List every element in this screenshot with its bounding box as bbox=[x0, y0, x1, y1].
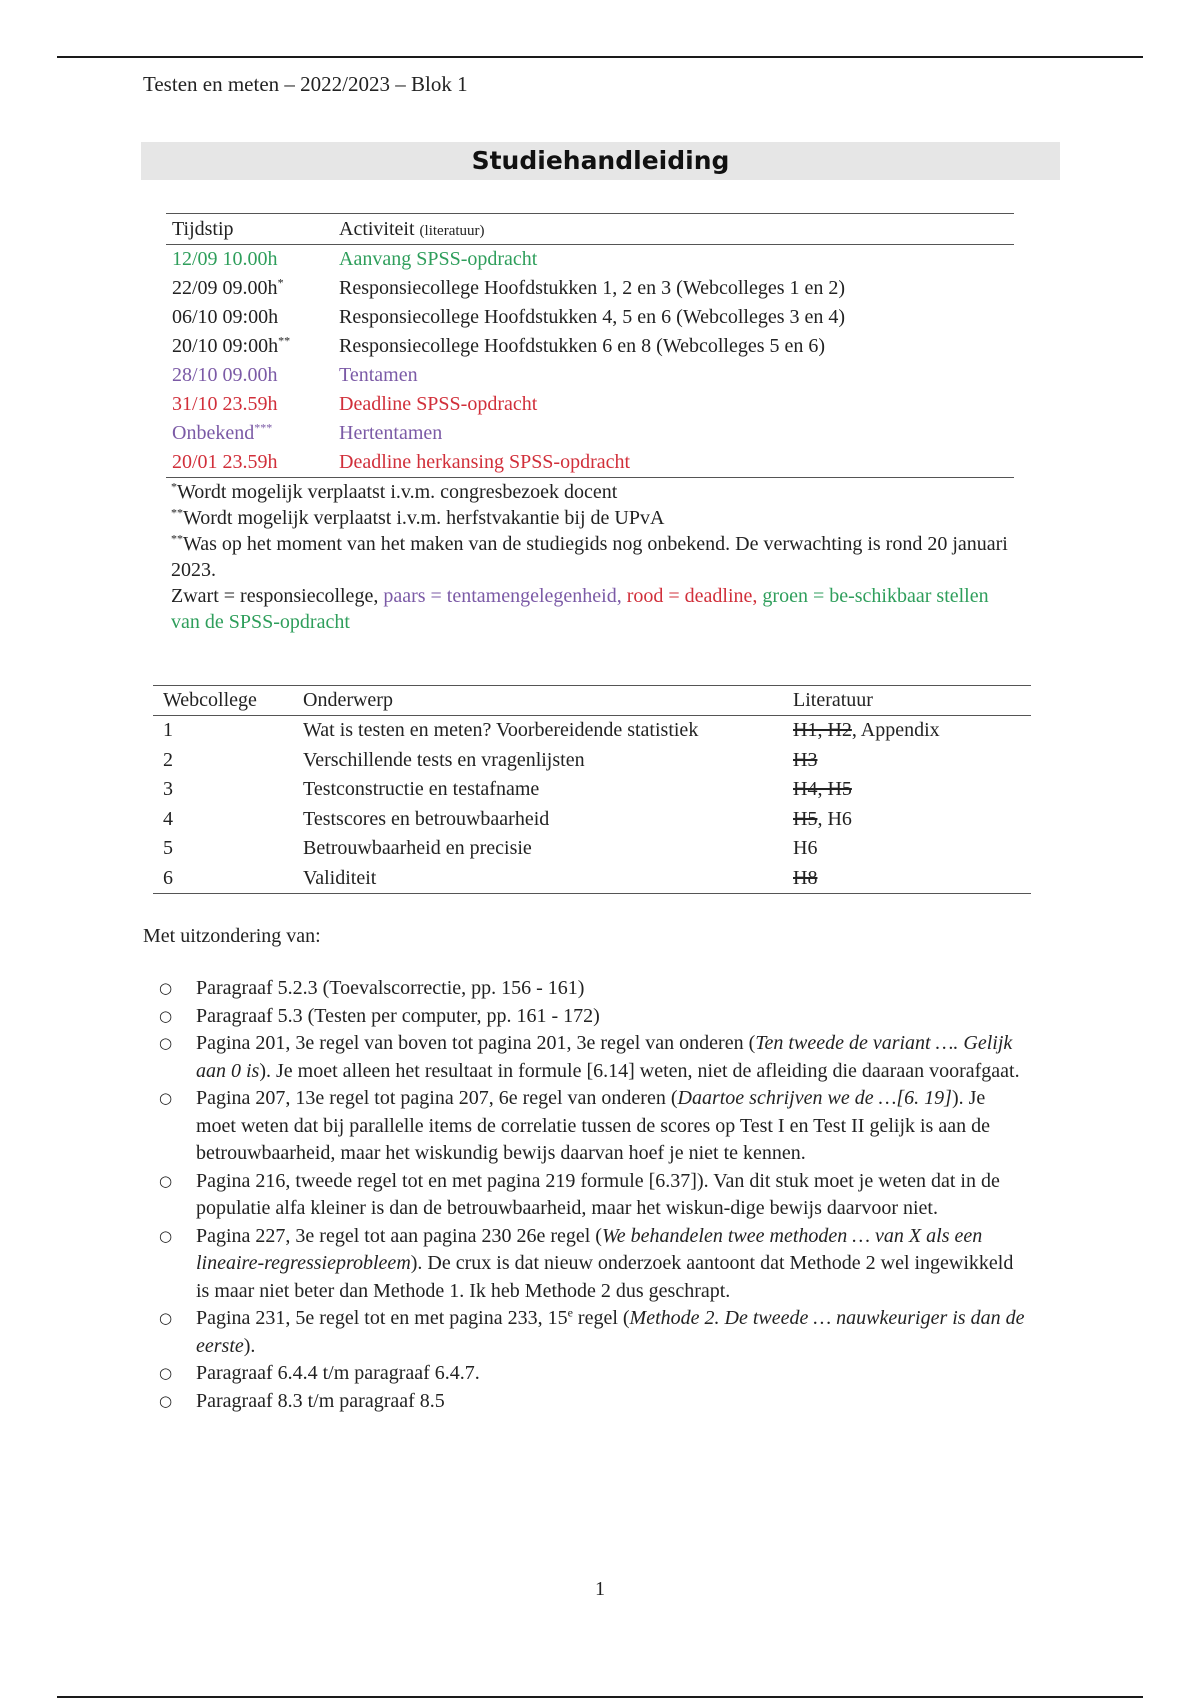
schedule-row bbox=[166, 274, 1014, 303]
literature-row bbox=[153, 775, 1031, 805]
note-2 bbox=[171, 505, 1011, 531]
struck-chapters: H5 bbox=[793, 807, 818, 830]
time-text: 22/09 09.00h bbox=[172, 277, 278, 299]
exception-quote: Ten tweede de variant …. Gelijk aan 0 is bbox=[196, 1032, 1013, 1082]
schedule-row bbox=[166, 361, 1014, 390]
note-text: Wordt mogelijk verplaatst i.v.m. herfstvakantie bij de UPvA bbox=[183, 507, 665, 529]
schedule-table bbox=[166, 213, 1014, 478]
exception-text: ). Je moet alleen het resultaat in formule [6.14] weten, niet de afleiding die daaraan voorafgaat. bbox=[259, 1059, 1020, 1082]
webcollege-literature bbox=[783, 864, 1031, 894]
webcollege-literature bbox=[783, 834, 1031, 864]
webcollege-number: 4 bbox=[163, 807, 173, 830]
schedule-activity: Responsiecollege Hoofdstukken 1, 2 en 3 (Webcolleges 1 en 2) bbox=[339, 277, 846, 299]
circle-bullet-icon: ○ bbox=[159, 1364, 173, 1382]
time-text: Onbekend bbox=[172, 422, 255, 444]
note-3 bbox=[171, 531, 1011, 583]
circle-bullet-icon: ○ bbox=[159, 979, 173, 997]
exceptions-list bbox=[150, 975, 1030, 1415]
webcollege-topic: Betrouwbaarheid en precisie bbox=[303, 837, 532, 860]
time-text: 20/01 23.59h bbox=[172, 451, 278, 473]
schedule-notes bbox=[171, 479, 1011, 635]
schedule-activity: Deadline herkansing SPSS-opdracht bbox=[339, 451, 631, 473]
struck-chapters: H4, H5 bbox=[793, 778, 852, 801]
exception-item bbox=[150, 975, 1030, 1003]
exception-item bbox=[150, 1003, 1030, 1031]
schedule-row bbox=[166, 448, 1014, 478]
top-rule bbox=[57, 56, 1143, 58]
schedule-time bbox=[166, 419, 333, 448]
time-text: 12/09 10.00h bbox=[172, 248, 278, 270]
schedule-time bbox=[166, 448, 333, 478]
schedule-time bbox=[166, 332, 333, 361]
exception-text: ). Je moet weten dat bij parallelle items de correlatie tussen de scores op Test I en Test II gelijk is aan de betrouwbaarheid, maar het wiskundig bewijs daarvan hoef je niet te kennen. bbox=[196, 1087, 990, 1164]
webcollege-topic: Wat is testen en meten? Voorbereidende statistiek bbox=[303, 719, 699, 742]
webcollege-literature bbox=[783, 746, 1031, 776]
exception-quote: Methode 2. De tweede … nauwkeuriger is dan de eerste bbox=[196, 1307, 1025, 1357]
exception-text: regel ( bbox=[572, 1307, 630, 1329]
time-text: 06/10 09:00h bbox=[172, 306, 279, 328]
webcollege-topic: Testscores en betrouwbaarheid bbox=[303, 807, 550, 830]
note-mark: * bbox=[171, 479, 177, 494]
note-1 bbox=[171, 479, 1011, 505]
exception-text: ). De crux is dat nieuw onderzoek aantoont dat Methode 2 wel ingewikkeld is maar niet beter dan Methode 1. Ik heb Methode 2 dus geschrapt. bbox=[196, 1252, 1014, 1302]
schedule-activity: Hertentamen bbox=[339, 422, 443, 444]
webcollege-topic: Validiteit bbox=[303, 866, 377, 889]
struck-chapters: H1, H2 bbox=[793, 719, 852, 742]
exception-item bbox=[150, 1305, 1030, 1360]
time-mark: * bbox=[277, 275, 284, 290]
schedule-row bbox=[166, 245, 1014, 275]
note-text: Wordt mogelijk verplaatst i.v.m. congresbezoek docent bbox=[177, 481, 618, 503]
schedule-header-activity-label: Activiteit bbox=[339, 217, 415, 240]
exception-text: Pagina 216, tweede regel tot en met pagina 219 formule [6.37]). Van dit stuk moet je weten dat in de populatie alfa kleiner is dan de betrouwbaarheid, maar het wiskun-dige bewijs daarvoor niet. bbox=[196, 1169, 1000, 1219]
time-text: 31/10 23.59h bbox=[172, 393, 278, 415]
literature-header-webcollege: Webcollege bbox=[153, 686, 293, 716]
time-mark: ** bbox=[278, 333, 291, 348]
schedule-header-time: Tijdstip bbox=[166, 214, 333, 245]
literature-header-topic: Onderwerp bbox=[293, 686, 783, 716]
note-mark: ** bbox=[171, 531, 183, 546]
legend-green: groen = be-schikbaar stellen van de SPSS-opdracht bbox=[171, 585, 989, 633]
webcollege-topic: Verschillende tests en vragenlijsten bbox=[303, 748, 585, 771]
time-mark: *** bbox=[254, 420, 273, 435]
legend-red: rood = deadline, bbox=[626, 585, 763, 607]
literature-row bbox=[153, 864, 1031, 894]
circle-bullet-icon: ○ bbox=[159, 1226, 173, 1245]
circle-bullet-icon: ○ bbox=[159, 1309, 173, 1327]
webcollege-number: 1 bbox=[163, 719, 173, 742]
schedule-activity: Responsiecollege Hoofdstukken 4, 5 en 6 (Webcolleges 3 en 4) bbox=[339, 306, 846, 328]
exception-item bbox=[150, 1030, 1030, 1085]
exception-item bbox=[150, 1085, 1030, 1168]
remaining-chapters: H6 bbox=[793, 837, 818, 860]
legend-purple: paars = tentamengelegenheid, bbox=[383, 585, 627, 607]
legend-black: Zwart = responsiecollege, bbox=[171, 585, 384, 607]
webcollege-literature bbox=[783, 775, 1031, 805]
webcollege-number: 3 bbox=[163, 778, 173, 801]
exception-text: Paragraaf 8.3 t/m paragraaf 8.5 bbox=[196, 1389, 445, 1412]
struck-chapters: H3 bbox=[793, 748, 818, 771]
webcollege-topic: Testconstructie en testafname bbox=[303, 778, 540, 801]
literature-table bbox=[153, 685, 1031, 894]
literature-header-literature: Literatuur bbox=[783, 686, 1031, 716]
webcollege-literature bbox=[783, 805, 1031, 835]
circle-bullet-icon: ○ bbox=[159, 1089, 173, 1107]
exception-text: ). bbox=[243, 1334, 256, 1357]
exception-text: Pagina 207, 13e regel tot pagina 207, 6e regel van onderen ( bbox=[196, 1087, 678, 1109]
schedule-activity: Aanvang SPSS-opdracht bbox=[339, 248, 538, 270]
schedule-row bbox=[166, 390, 1014, 419]
page-title: Studiehandleiding bbox=[471, 146, 730, 175]
note-mark: ** bbox=[171, 505, 183, 520]
schedule-activity: Tentamen bbox=[339, 364, 418, 386]
circle-bullet-icon: ○ bbox=[159, 1006, 173, 1025]
webcollege-number: 2 bbox=[163, 748, 173, 771]
exception-item bbox=[150, 1388, 1030, 1416]
exception-text: Paragraaf 5.3 (Testen per computer, pp. 161 - 172) bbox=[196, 1004, 600, 1027]
webcollege-number: 6 bbox=[163, 866, 173, 889]
literature-row bbox=[153, 716, 1031, 746]
exceptions-intro: Met uitzondering van: bbox=[143, 925, 321, 947]
circle-bullet-icon: ○ bbox=[159, 1171, 173, 1190]
literature-row bbox=[153, 834, 1031, 864]
exception-superscript: e bbox=[567, 1305, 573, 1320]
exception-text: Pagina 227, 3e regel tot aan pagina 230 26e regel ( bbox=[196, 1224, 602, 1247]
literature-row bbox=[153, 746, 1031, 776]
exception-text: Paragraaf 6.4.4 t/m paragraaf 6.4.7. bbox=[196, 1362, 480, 1384]
webcollege-literature bbox=[783, 716, 1031, 746]
time-text: 28/10 09.00h bbox=[172, 364, 278, 386]
schedule-time bbox=[166, 245, 333, 275]
schedule-header-activity-note: (literatuur) bbox=[419, 222, 485, 239]
remaining-chapters: , H6 bbox=[817, 807, 852, 830]
webcollege-number: 5 bbox=[163, 837, 173, 860]
exception-item bbox=[150, 1168, 1030, 1223]
exception-item bbox=[150, 1223, 1030, 1306]
schedule-row bbox=[166, 332, 1014, 361]
circle-bullet-icon: ○ bbox=[159, 1391, 173, 1410]
time-text: 20/10 09:00h bbox=[172, 335, 279, 357]
schedule-header-row bbox=[166, 214, 1014, 245]
bottom-rule bbox=[57, 1696, 1143, 1698]
struck-chapters: H8 bbox=[793, 866, 818, 889]
literature-header-row bbox=[153, 686, 1031, 716]
title-band bbox=[141, 142, 1060, 180]
schedule-activity: Responsiecollege Hoofdstukken 6 en 8 (Webcolleges 5 en 6) bbox=[339, 335, 826, 357]
literature-row bbox=[153, 805, 1031, 835]
schedule-time bbox=[166, 274, 333, 303]
exception-text: Paragraaf 5.2.3 (Toevalscorrectie, pp. 156 - 161) bbox=[196, 977, 585, 999]
note-text: Was op het moment van het maken van de studiegids nog onbekend. De verwachting is rond 20 januari 2023. bbox=[171, 533, 1008, 581]
schedule-time bbox=[166, 303, 333, 332]
running-header: Testen en meten – 2022/2023 – Blok 1 bbox=[143, 72, 468, 96]
exception-text: Pagina 201, 3e regel van boven tot pagina 201, 3e regel van onderen ( bbox=[196, 1032, 756, 1054]
circle-bullet-icon: ○ bbox=[159, 1034, 173, 1052]
schedule-row bbox=[166, 303, 1014, 332]
schedule-activity: Deadline SPSS-opdracht bbox=[339, 393, 538, 415]
exception-quote: We behandelen twee methoden … van X als een lineaire-regressieprobleem bbox=[196, 1224, 983, 1274]
schedule-row bbox=[166, 419, 1014, 448]
remaining-chapters: , Appendix bbox=[851, 719, 940, 742]
schedule-time bbox=[166, 361, 333, 390]
schedule-time bbox=[166, 390, 333, 419]
schedule-header-activity bbox=[333, 214, 1014, 245]
exception-quote: Daartoe schrijven we de …[6. 19] bbox=[677, 1087, 952, 1109]
page-number: 1 bbox=[595, 1578, 605, 1600]
exception-item bbox=[150, 1360, 1030, 1388]
color-legend bbox=[171, 583, 1011, 635]
exception-text: Pagina 231, 5e regel tot en met pagina 233, 15 bbox=[196, 1307, 568, 1329]
